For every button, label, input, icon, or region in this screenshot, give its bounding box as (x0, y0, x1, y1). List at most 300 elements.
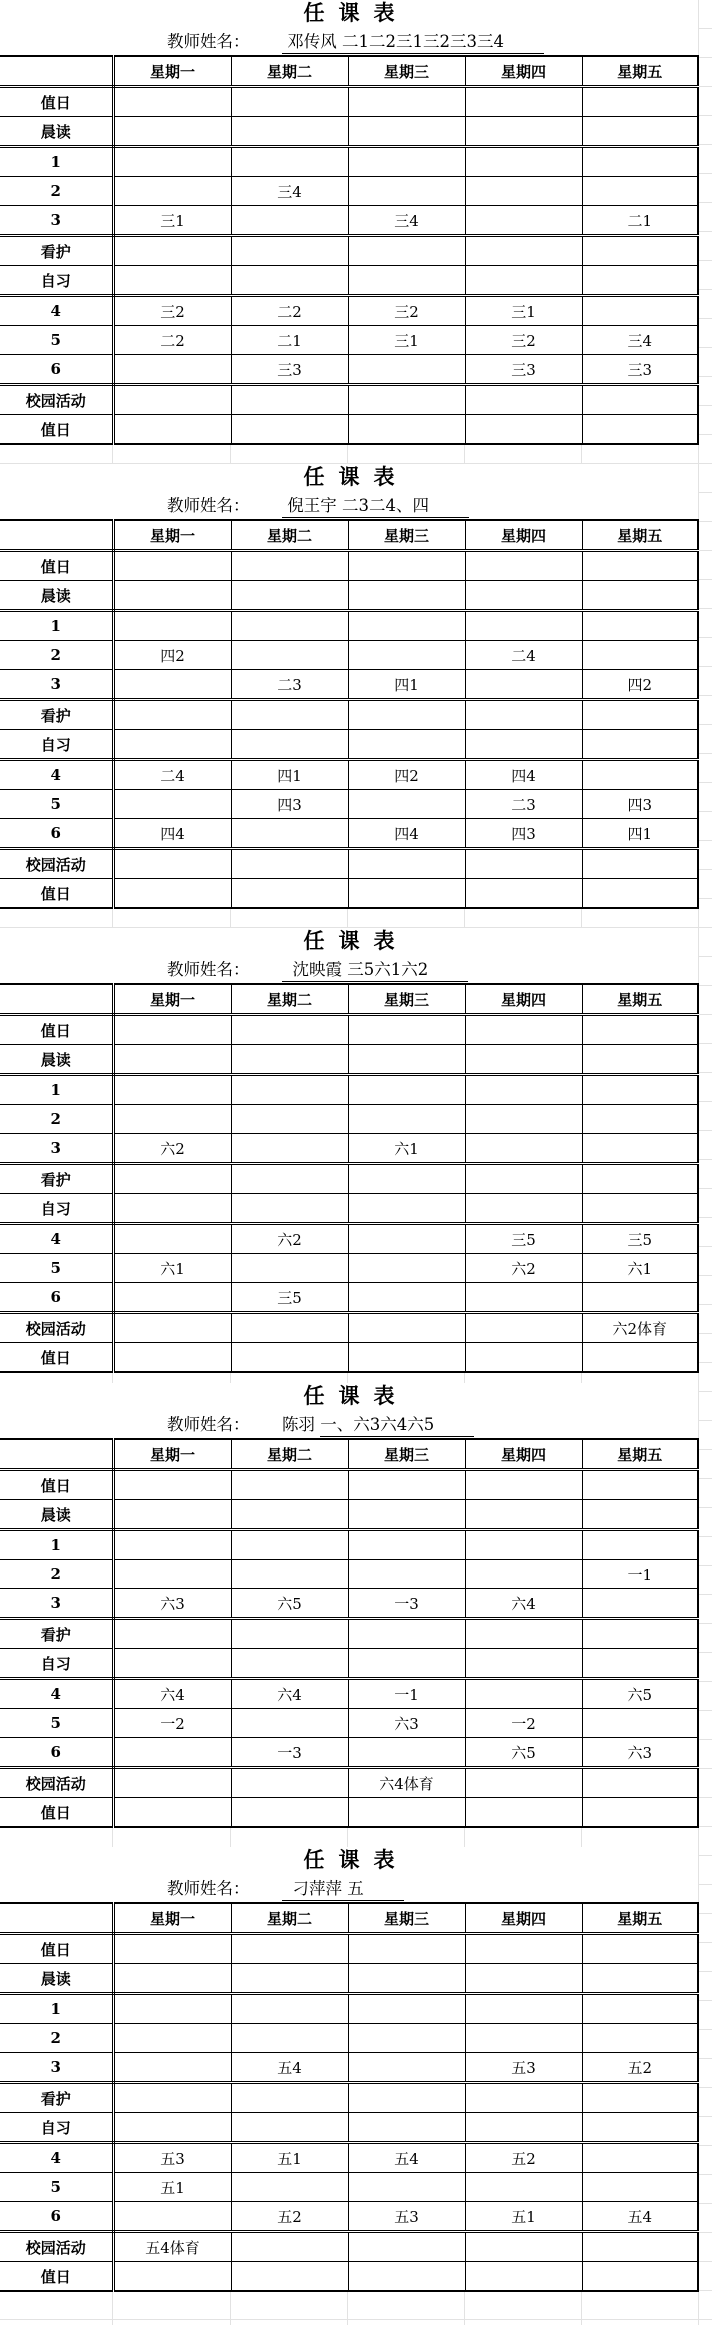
schedule-cell[interactable] (113, 611, 231, 641)
period-label[interactable]: 值日 (0, 87, 113, 117)
schedule-cell[interactable] (582, 2232, 698, 2262)
period-label[interactable]: 5 (0, 1254, 113, 1283)
schedule-cell[interactable] (465, 1015, 582, 1045)
schedule-cell[interactable] (348, 1105, 465, 1134)
schedule-cell[interactable] (582, 760, 698, 790)
schedule-cell[interactable]: 五2 (231, 2202, 348, 2232)
schedule-cell[interactable] (465, 1045, 582, 1075)
schedule-cell[interactable] (465, 1105, 582, 1134)
schedule-cell[interactable] (113, 1994, 231, 2024)
schedule-cell[interactable] (348, 879, 465, 909)
schedule-cell[interactable] (465, 87, 582, 117)
schedule-cell[interactable] (582, 1283, 698, 1313)
period-label[interactable]: 4 (0, 1679, 113, 1709)
schedule-cell[interactable]: 四3 (465, 819, 582, 849)
day-header[interactable]: 星期五 (582, 1439, 698, 1470)
schedule-cell[interactable]: 五3 (113, 2143, 231, 2173)
schedule-cell[interactable] (231, 2262, 348, 2292)
period-label[interactable]: 值日 (0, 1798, 113, 1828)
period-label[interactable]: 2 (0, 641, 113, 670)
schedule-cell[interactable] (348, 790, 465, 819)
schedule-cell[interactable] (348, 415, 465, 445)
schedule-cell[interactable]: 六1 (348, 1134, 465, 1164)
schedule-cell[interactable] (582, 1045, 698, 1075)
day-header[interactable]: 星期三 (348, 984, 465, 1015)
schedule-cell[interactable] (582, 1015, 698, 1045)
period-label[interactable]: 晨读 (0, 1964, 113, 1994)
schedule-cell[interactable] (348, 2024, 465, 2053)
schedule-cell[interactable]: 二1 (582, 206, 698, 236)
schedule-cell[interactable] (465, 551, 582, 581)
schedule-cell[interactable] (348, 1994, 465, 2024)
schedule-cell[interactable] (231, 2232, 348, 2262)
schedule-cell[interactable] (231, 1934, 348, 1964)
schedule-cell[interactable] (465, 611, 582, 641)
period-label[interactable]: 3 (0, 206, 113, 236)
schedule-cell[interactable] (113, 1045, 231, 1075)
period-label[interactable]: 4 (0, 1224, 113, 1254)
period-label[interactable]: 自习 (0, 266, 113, 296)
period-label[interactable]: 6 (0, 355, 113, 385)
schedule-cell[interactable] (231, 415, 348, 445)
period-label[interactable]: 1 (0, 611, 113, 641)
schedule-cell[interactable] (465, 147, 582, 177)
schedule-cell[interactable] (231, 1530, 348, 1560)
day-header[interactable]: 星期三 (348, 56, 465, 87)
schedule-cell[interactable]: 三2 (465, 326, 582, 355)
schedule-cell[interactable] (465, 1994, 582, 2024)
schedule-cell[interactable] (113, 1015, 231, 1045)
schedule-cell[interactable] (348, 1738, 465, 1768)
schedule-cell[interactable] (465, 2113, 582, 2143)
schedule-cell[interactable] (465, 1798, 582, 1828)
schedule-cell[interactable]: 五4 (582, 2202, 698, 2232)
schedule-cell[interactable]: 五2 (465, 2143, 582, 2173)
schedule-cell[interactable] (348, 266, 465, 296)
period-label[interactable]: 自习 (0, 730, 113, 760)
corner-cell[interactable] (0, 520, 113, 551)
schedule-cell[interactable] (582, 2262, 698, 2292)
schedule-cell[interactable] (113, 415, 231, 445)
period-label[interactable]: 1 (0, 147, 113, 177)
schedule-cell[interactable]: 五2 (582, 2053, 698, 2083)
schedule-cell[interactable] (113, 849, 231, 879)
schedule-cell[interactable] (231, 1470, 348, 1500)
schedule-cell[interactable] (113, 790, 231, 819)
schedule-cell[interactable]: 一2 (113, 1709, 231, 1738)
schedule-cell[interactable] (582, 2113, 698, 2143)
schedule-cell[interactable] (113, 1649, 231, 1679)
schedule-cell[interactable] (582, 1709, 698, 1738)
schedule-cell[interactable] (113, 1105, 231, 1134)
schedule-cell[interactable] (348, 177, 465, 206)
schedule-cell[interactable]: 四3 (231, 790, 348, 819)
schedule-cell[interactable]: 四1 (231, 760, 348, 790)
day-header[interactable]: 星期五 (582, 56, 698, 87)
schedule-cell[interactable] (231, 1798, 348, 1828)
day-header[interactable]: 星期四 (465, 1903, 582, 1934)
schedule-cell[interactable] (231, 819, 348, 849)
day-header[interactable]: 星期二 (231, 520, 348, 551)
schedule-cell[interactable] (582, 730, 698, 760)
schedule-cell[interactable] (465, 266, 582, 296)
schedule-cell[interactable] (348, 1164, 465, 1194)
schedule-cell[interactable] (582, 611, 698, 641)
schedule-cell[interactable] (582, 236, 698, 266)
day-header[interactable]: 星期二 (231, 1903, 348, 1934)
schedule-cell[interactable] (348, 117, 465, 147)
period-label[interactable]: 看护 (0, 1164, 113, 1194)
period-label[interactable]: 晨读 (0, 581, 113, 611)
schedule-cell[interactable] (465, 879, 582, 909)
schedule-cell[interactable] (113, 1798, 231, 1828)
schedule-cell[interactable]: 六3 (348, 1709, 465, 1738)
schedule-cell[interactable] (465, 1500, 582, 1530)
schedule-cell[interactable] (231, 1015, 348, 1045)
schedule-cell[interactable]: 三4 (231, 177, 348, 206)
schedule-cell[interactable] (582, 1075, 698, 1105)
period-label[interactable]: 3 (0, 1134, 113, 1164)
day-header[interactable]: 星期四 (465, 984, 582, 1015)
period-label[interactable]: 4 (0, 296, 113, 326)
schedule-cell[interactable] (348, 700, 465, 730)
schedule-cell[interactable] (582, 385, 698, 415)
schedule-cell[interactable] (348, 1015, 465, 1045)
schedule-cell[interactable] (231, 2083, 348, 2113)
period-label[interactable]: 3 (0, 670, 113, 700)
day-header[interactable]: 星期一 (113, 1439, 231, 1470)
period-label[interactable]: 1 (0, 1075, 113, 1105)
schedule-cell[interactable] (465, 1343, 582, 1373)
schedule-cell[interactable] (231, 1254, 348, 1283)
period-label[interactable]: 晨读 (0, 1045, 113, 1075)
schedule-cell[interactable] (348, 147, 465, 177)
schedule-cell[interactable] (582, 1164, 698, 1194)
period-label[interactable]: 2 (0, 177, 113, 206)
schedule-cell[interactable] (231, 1075, 348, 1105)
schedule-cell[interactable] (113, 117, 231, 147)
schedule-cell[interactable] (582, 2083, 698, 2113)
period-label[interactable]: 自习 (0, 2113, 113, 2143)
schedule-cell[interactable] (465, 1194, 582, 1224)
schedule-cell[interactable]: 四4 (348, 819, 465, 849)
schedule-cell[interactable]: 三3 (582, 355, 698, 385)
period-label[interactable]: 看护 (0, 236, 113, 266)
schedule-cell[interactable]: 六5 (465, 1738, 582, 1768)
schedule-cell[interactable] (113, 147, 231, 177)
schedule-cell[interactable] (582, 641, 698, 670)
schedule-cell[interactable]: 六5 (231, 1589, 348, 1619)
schedule-cell[interactable] (582, 700, 698, 730)
period-label[interactable]: 自习 (0, 1649, 113, 1679)
schedule-cell[interactable] (465, 1283, 582, 1313)
schedule-cell[interactable] (348, 1313, 465, 1343)
schedule-cell[interactable] (348, 1075, 465, 1105)
schedule-cell[interactable] (231, 87, 348, 117)
schedule-cell[interactable]: 四2 (113, 641, 231, 670)
schedule-cell[interactable] (465, 2024, 582, 2053)
schedule-cell[interactable] (113, 1075, 231, 1105)
schedule-cell[interactable]: 一3 (348, 1589, 465, 1619)
schedule-cell[interactable] (113, 1934, 231, 1964)
day-header[interactable]: 星期四 (465, 520, 582, 551)
schedule-cell[interactable] (231, 266, 348, 296)
schedule-cell[interactable]: 六2体育 (582, 1313, 698, 1343)
schedule-cell[interactable] (582, 879, 698, 909)
day-header[interactable]: 星期五 (582, 1903, 698, 1934)
schedule-cell[interactable] (582, 1343, 698, 1373)
schedule-cell[interactable] (231, 1164, 348, 1194)
schedule-cell[interactable]: 六4 (465, 1589, 582, 1619)
schedule-cell[interactable] (113, 1194, 231, 1224)
schedule-cell[interactable] (582, 177, 698, 206)
corner-cell[interactable] (0, 984, 113, 1015)
day-header[interactable]: 星期二 (231, 56, 348, 87)
period-label[interactable]: 校园活动 (0, 1768, 113, 1798)
schedule-cell[interactable] (348, 1470, 465, 1500)
schedule-cell[interactable]: 三1 (465, 296, 582, 326)
period-label[interactable]: 3 (0, 1589, 113, 1619)
period-label[interactable]: 值日 (0, 1470, 113, 1500)
corner-cell[interactable] (0, 1903, 113, 1934)
schedule-cell[interactable] (231, 1649, 348, 1679)
period-label[interactable]: 4 (0, 2143, 113, 2173)
schedule-cell[interactable] (348, 87, 465, 117)
schedule-cell[interactable]: 三5 (231, 1283, 348, 1313)
schedule-cell[interactable]: 五4 (348, 2143, 465, 2173)
schedule-cell[interactable]: 一3 (231, 1738, 348, 1768)
schedule-cell[interactable] (465, 1934, 582, 1964)
schedule-cell[interactable] (465, 206, 582, 236)
schedule-cell[interactable] (465, 700, 582, 730)
schedule-cell[interactable] (465, 385, 582, 415)
schedule-cell[interactable] (348, 2083, 465, 2113)
schedule-cell[interactable] (465, 1470, 582, 1500)
schedule-cell[interactable] (231, 236, 348, 266)
period-label[interactable]: 3 (0, 2053, 113, 2083)
schedule-cell[interactable] (348, 1798, 465, 1828)
schedule-cell[interactable] (582, 1619, 698, 1649)
schedule-cell[interactable]: 四4 (465, 760, 582, 790)
period-label[interactable]: 值日 (0, 1343, 113, 1373)
schedule-cell[interactable] (113, 581, 231, 611)
schedule-cell[interactable] (231, 700, 348, 730)
period-label[interactable]: 6 (0, 819, 113, 849)
schedule-cell[interactable] (348, 1045, 465, 1075)
schedule-cell[interactable]: 二4 (465, 641, 582, 670)
schedule-cell[interactable] (231, 1343, 348, 1373)
schedule-cell[interactable]: 三3 (231, 355, 348, 385)
schedule-cell[interactable] (582, 1589, 698, 1619)
schedule-cell[interactable]: 四4 (113, 819, 231, 849)
schedule-cell[interactable] (231, 1500, 348, 1530)
day-header[interactable]: 星期一 (113, 984, 231, 1015)
schedule-cell[interactable] (113, 236, 231, 266)
schedule-cell[interactable] (231, 641, 348, 670)
schedule-cell[interactable] (113, 1224, 231, 1254)
period-label[interactable]: 值日 (0, 2262, 113, 2292)
schedule-cell[interactable] (113, 1560, 231, 1589)
schedule-cell[interactable] (582, 415, 698, 445)
day-header[interactable]: 星期一 (113, 520, 231, 551)
period-label[interactable]: 晨读 (0, 117, 113, 147)
schedule-cell[interactable] (113, 385, 231, 415)
schedule-cell[interactable] (113, 177, 231, 206)
day-header[interactable]: 星期二 (231, 1439, 348, 1470)
schedule-cell[interactable] (465, 1964, 582, 1994)
period-label[interactable]: 校园活动 (0, 849, 113, 879)
day-header[interactable]: 星期二 (231, 984, 348, 1015)
schedule-cell[interactable] (348, 2173, 465, 2202)
day-header[interactable]: 星期五 (582, 984, 698, 1015)
schedule-cell[interactable] (582, 1530, 698, 1560)
schedule-cell[interactable] (465, 177, 582, 206)
period-label[interactable]: 值日 (0, 1934, 113, 1964)
schedule-cell[interactable]: 五4 (231, 2053, 348, 2083)
schedule-cell[interactable]: 三4 (348, 206, 465, 236)
schedule-cell[interactable] (231, 1313, 348, 1343)
schedule-cell[interactable]: 一1 (582, 1560, 698, 1589)
period-label[interactable]: 自习 (0, 1194, 113, 1224)
schedule-cell[interactable]: 三1 (113, 206, 231, 236)
period-label[interactable]: 5 (0, 790, 113, 819)
schedule-cell[interactable]: 四2 (348, 760, 465, 790)
schedule-cell[interactable] (231, 1964, 348, 1994)
period-label[interactable]: 看护 (0, 700, 113, 730)
schedule-cell[interactable] (113, 355, 231, 385)
period-label[interactable]: 值日 (0, 551, 113, 581)
schedule-cell[interactable]: 二4 (113, 760, 231, 790)
schedule-cell[interactable]: 六4体育 (348, 1768, 465, 1798)
schedule-cell[interactable] (231, 2173, 348, 2202)
schedule-cell[interactable] (113, 730, 231, 760)
schedule-cell[interactable]: 六2 (465, 1254, 582, 1283)
period-label[interactable]: 5 (0, 2173, 113, 2202)
schedule-cell[interactable] (348, 1619, 465, 1649)
schedule-cell[interactable] (465, 2232, 582, 2262)
schedule-cell[interactable] (582, 2024, 698, 2053)
schedule-cell[interactable] (348, 1649, 465, 1679)
day-header[interactable]: 星期三 (348, 1903, 465, 1934)
schedule-cell[interactable]: 三3 (465, 355, 582, 385)
schedule-cell[interactable] (231, 147, 348, 177)
schedule-cell[interactable] (231, 581, 348, 611)
schedule-cell[interactable]: 二1 (231, 326, 348, 355)
period-label[interactable]: 校园活动 (0, 2232, 113, 2262)
schedule-cell[interactable] (231, 1134, 348, 1164)
schedule-cell[interactable] (582, 581, 698, 611)
period-label[interactable]: 2 (0, 2024, 113, 2053)
schedule-cell[interactable] (113, 1343, 231, 1373)
schedule-cell[interactable] (113, 2053, 231, 2083)
period-label[interactable]: 6 (0, 2202, 113, 2232)
schedule-cell[interactable] (582, 1500, 698, 1530)
schedule-cell[interactable] (348, 1560, 465, 1589)
schedule-cell[interactable]: 六4 (231, 1679, 348, 1709)
schedule-cell[interactable]: 六3 (113, 1589, 231, 1619)
schedule-cell[interactable]: 六2 (113, 1134, 231, 1164)
schedule-cell[interactable]: 四2 (582, 670, 698, 700)
schedule-cell[interactable] (231, 2024, 348, 2053)
period-label[interactable]: 2 (0, 1105, 113, 1134)
schedule-cell[interactable] (113, 1964, 231, 1994)
day-header[interactable]: 星期五 (582, 520, 698, 551)
schedule-cell[interactable] (348, 236, 465, 266)
schedule-cell[interactable]: 二2 (113, 326, 231, 355)
schedule-cell[interactable] (113, 87, 231, 117)
schedule-cell[interactable] (348, 1964, 465, 1994)
schedule-cell[interactable] (582, 1194, 698, 1224)
schedule-cell[interactable] (348, 2232, 465, 2262)
schedule-cell[interactable] (465, 730, 582, 760)
schedule-cell[interactable] (113, 1619, 231, 1649)
schedule-cell[interactable] (465, 1075, 582, 1105)
schedule-cell[interactable] (465, 1134, 582, 1164)
schedule-cell[interactable] (582, 1134, 698, 1164)
schedule-cell[interactable]: 二2 (231, 296, 348, 326)
schedule-cell[interactable] (465, 415, 582, 445)
schedule-cell[interactable]: 五3 (465, 2053, 582, 2083)
period-label[interactable]: 1 (0, 1530, 113, 1560)
schedule-cell[interactable] (231, 1994, 348, 2024)
schedule-cell[interactable] (582, 849, 698, 879)
schedule-cell[interactable] (113, 266, 231, 296)
schedule-cell[interactable] (582, 296, 698, 326)
schedule-cell[interactable] (465, 1560, 582, 1589)
period-label[interactable]: 校园活动 (0, 1313, 113, 1343)
schedule-cell[interactable] (465, 1649, 582, 1679)
schedule-cell[interactable]: 三2 (113, 296, 231, 326)
schedule-cell[interactable] (582, 2143, 698, 2173)
schedule-cell[interactable] (231, 1045, 348, 1075)
schedule-cell[interactable] (348, 1194, 465, 1224)
schedule-cell[interactable] (231, 1194, 348, 1224)
schedule-cell[interactable] (231, 551, 348, 581)
schedule-cell[interactable] (582, 1649, 698, 1679)
period-label[interactable]: 晨读 (0, 1500, 113, 1530)
day-header[interactable]: 星期四 (465, 1439, 582, 1470)
schedule-cell[interactable] (348, 2262, 465, 2292)
schedule-cell[interactable] (465, 849, 582, 879)
schedule-cell[interactable]: 五1 (231, 2143, 348, 2173)
schedule-cell[interactable]: 五4体育 (113, 2232, 231, 2262)
schedule-cell[interactable] (582, 551, 698, 581)
period-label[interactable]: 值日 (0, 879, 113, 909)
schedule-cell[interactable] (465, 1164, 582, 1194)
period-label[interactable]: 5 (0, 1709, 113, 1738)
schedule-cell[interactable] (231, 206, 348, 236)
schedule-cell[interactable] (348, 1283, 465, 1313)
schedule-cell[interactable] (348, 551, 465, 581)
schedule-cell[interactable] (465, 1313, 582, 1343)
schedule-cell[interactable]: 三1 (348, 326, 465, 355)
schedule-cell[interactable] (231, 1709, 348, 1738)
schedule-cell[interactable] (348, 1224, 465, 1254)
schedule-cell[interactable]: 五1 (113, 2173, 231, 2202)
schedule-cell[interactable] (582, 147, 698, 177)
period-label[interactable]: 6 (0, 1738, 113, 1768)
schedule-cell[interactable] (348, 1254, 465, 1283)
schedule-cell[interactable]: 六1 (582, 1254, 698, 1283)
schedule-cell[interactable] (113, 1500, 231, 1530)
schedule-cell[interactable] (231, 849, 348, 879)
schedule-cell[interactable]: 一1 (348, 1679, 465, 1709)
period-label[interactable]: 校园活动 (0, 385, 113, 415)
period-label[interactable]: 2 (0, 1560, 113, 1589)
period-label[interactable]: 4 (0, 760, 113, 790)
schedule-cell[interactable]: 六1 (113, 1254, 231, 1283)
schedule-cell[interactable] (113, 1768, 231, 1798)
